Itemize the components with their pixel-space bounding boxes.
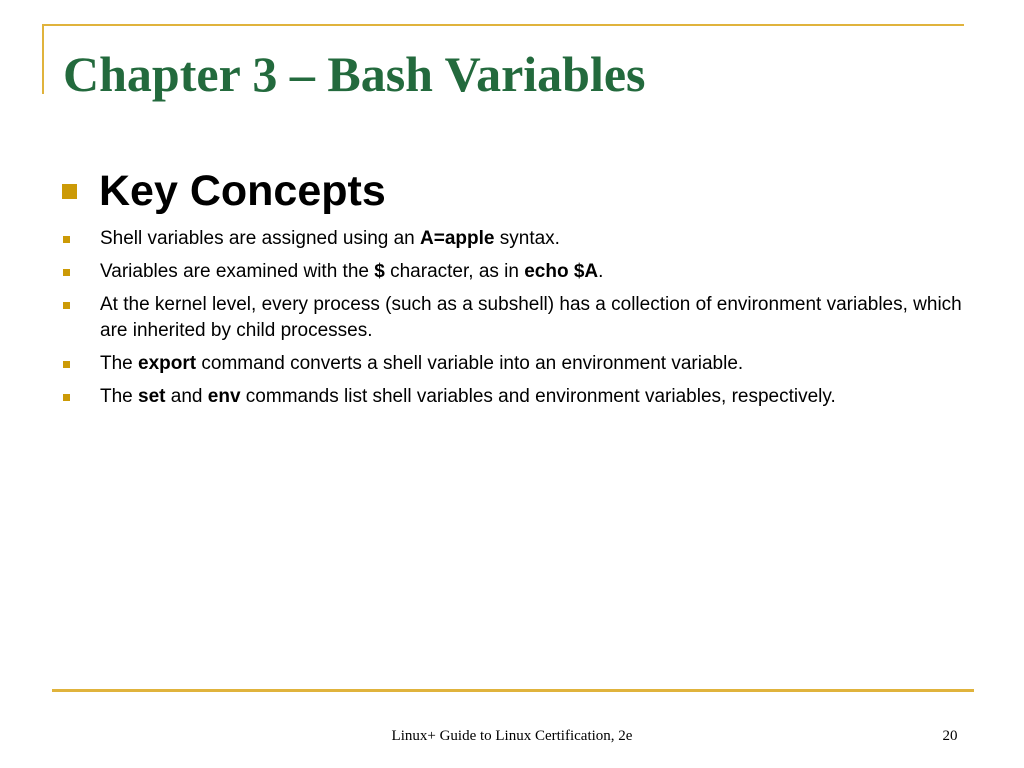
bullet-keyword: export	[138, 353, 197, 374]
bullet-text: Shell variables are assigned using an	[100, 228, 421, 249]
square-bullet-icon	[62, 184, 77, 199]
bullet-text: Variables are examined with the	[100, 261, 375, 282]
bullet-item	[62, 226, 992, 252]
bullet-item	[62, 351, 992, 377]
square-bullet-icon	[63, 361, 70, 368]
footer-text: Linux+ Guide to Linux Certification, 2e	[391, 728, 633, 744]
bullet-keyword: A=apple	[420, 228, 495, 249]
page-number: 20	[942, 728, 958, 744]
bullet-item	[62, 384, 992, 410]
square-bullet-icon	[63, 269, 70, 276]
bullet-text: and	[165, 386, 208, 407]
bullet-item	[62, 292, 992, 344]
slide-title: Chapter 3 – Bash Variables	[63, 46, 646, 102]
frame-left-rule	[42, 24, 44, 94]
bullet-text: At the kernel level, every process (such as a subshell) has a collection of environment variables, which are inherited by child processes.	[100, 294, 962, 341]
bullet-keyword: echo $A	[524, 261, 599, 282]
bullet-keyword: $	[374, 261, 385, 282]
square-bullet-icon	[63, 394, 70, 401]
bullet-text: The	[100, 353, 139, 374]
bullet-list	[62, 226, 992, 417]
bullet-text: .	[598, 261, 604, 282]
bullet-text: command converts a shell variable into an environment variable.	[196, 353, 744, 374]
frame-top-rule	[42, 24, 964, 26]
bullet-text: The	[100, 386, 139, 407]
section-heading-row	[62, 165, 386, 217]
bullet-text: commands list shell variables and environment variables, respectively.	[240, 386, 836, 407]
bullet-text: character, as in	[384, 261, 525, 282]
square-bullet-icon	[63, 302, 70, 309]
bullet-item	[62, 259, 992, 285]
footer-rule	[52, 689, 974, 692]
square-bullet-icon	[63, 236, 70, 243]
section-heading: Key Concepts	[99, 167, 386, 215]
bullet-keyword: set	[138, 386, 166, 407]
bullet-text: syntax.	[494, 228, 560, 249]
bullet-keyword: env	[207, 386, 241, 407]
